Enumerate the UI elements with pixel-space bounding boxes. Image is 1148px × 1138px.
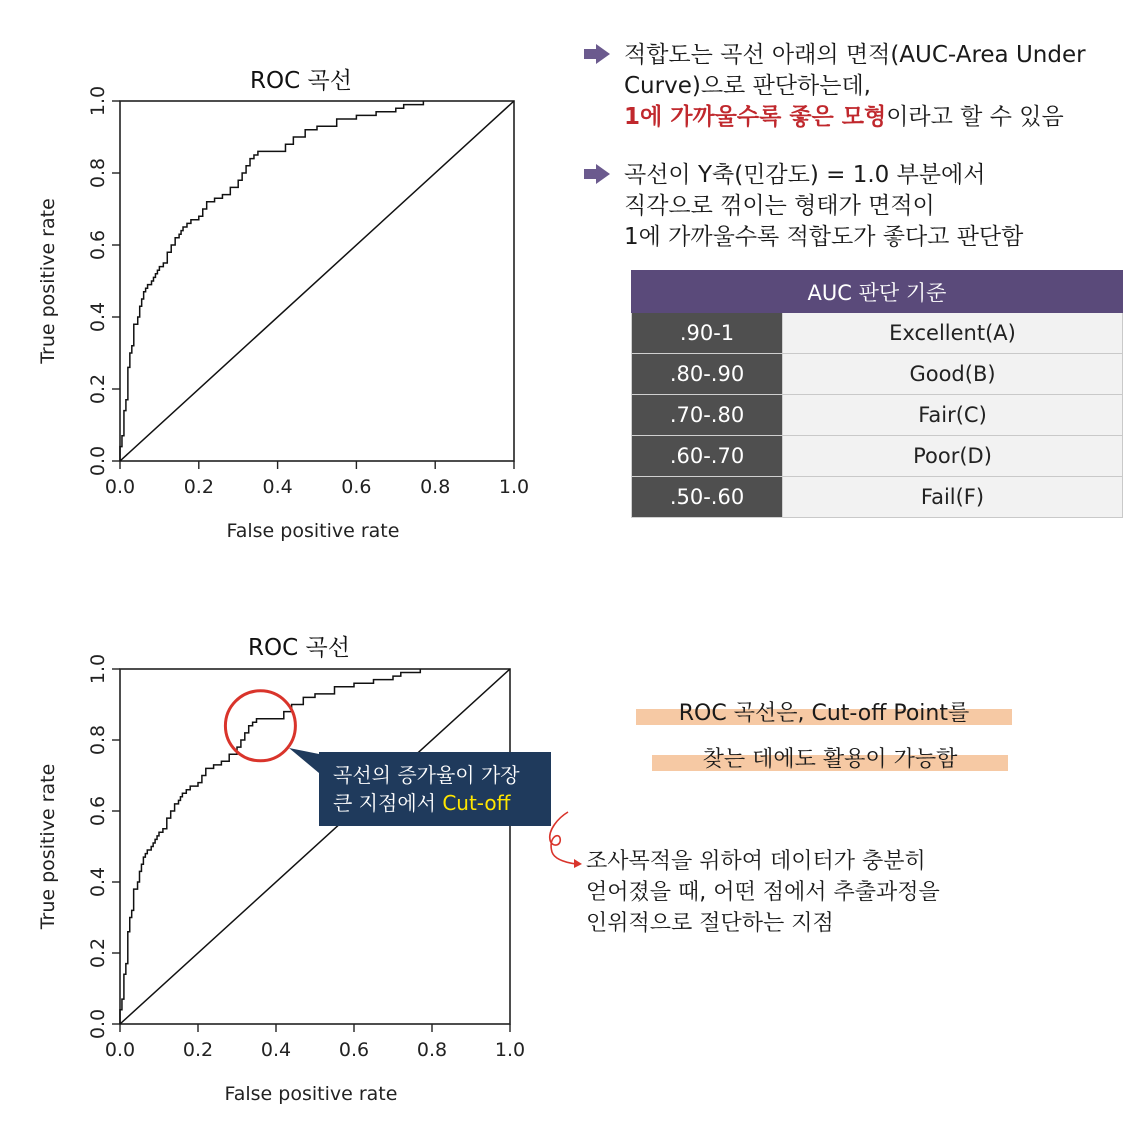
y-tick-label: 1.0 bbox=[87, 653, 109, 685]
auc-range-cell: .60-.70 bbox=[632, 436, 783, 477]
y-tick-label: 0.2 bbox=[87, 937, 109, 969]
highlight-text-1: ROC 곡선은, Cut-off Point를 bbox=[678, 701, 970, 726]
bullet1-highlight: 1에 가까울수록 좋은 모형 bbox=[624, 104, 887, 130]
note-line1: 조사목적을 위하여 데이터가 충분히 bbox=[586, 849, 926, 874]
x-tick-label: 0.0 bbox=[104, 1039, 136, 1061]
x-tick-label: 0.6 bbox=[338, 1039, 370, 1061]
callout-accent: Cut-off bbox=[442, 791, 511, 815]
highlight-line-2 bbox=[652, 742, 1008, 773]
bullet2-line1: 곡선이 Y축(민감도) = 1.0 부분에서 bbox=[624, 162, 986, 188]
cutoff-definition-note bbox=[586, 846, 1106, 939]
cutoff-callout bbox=[319, 752, 551, 826]
highlight-text-2: 찾는 데에도 활용이 가능함 bbox=[702, 747, 958, 772]
auc-range-cell: .50-.60 bbox=[632, 477, 783, 518]
callout-line2: 큰 지점에서 bbox=[333, 791, 443, 815]
bullet1-text-after: 이라고 할 수 있음 bbox=[886, 104, 1064, 130]
arrow-right-icon bbox=[584, 44, 610, 64]
y-tick-label: 0.0 bbox=[87, 445, 109, 477]
y-axis-label: True positive rate bbox=[37, 763, 59, 930]
note-line2: 얻어졌을 때, 어떤 점에서 추출과정을 bbox=[586, 880, 940, 905]
bullet-curve-shape bbox=[584, 160, 1144, 253]
chart-title: ROC 곡선 bbox=[250, 68, 352, 94]
highlight-line-1 bbox=[636, 696, 1012, 727]
chart-title: ROC 곡선 bbox=[248, 635, 350, 661]
x-tick-label: 0.2 bbox=[183, 476, 214, 498]
curly-arrow-icon bbox=[540, 808, 590, 868]
auc-range-cell: .90-1 bbox=[632, 313, 783, 354]
y-axis-label: True positive rate bbox=[37, 198, 59, 364]
roc-curve-line bbox=[120, 101, 423, 461]
table-row bbox=[632, 354, 1123, 395]
x-tick-label: 1.0 bbox=[498, 476, 530, 498]
y-tick-label: 0.0 bbox=[87, 1008, 109, 1040]
x-tick-label: 0.2 bbox=[182, 1039, 214, 1061]
table-row bbox=[632, 313, 1123, 354]
x-axis-label: False positive rate bbox=[224, 1083, 398, 1105]
x-tick-label: 0.0 bbox=[104, 476, 136, 498]
bullet1-text: 적합도는 곡선 아래의 면적(AUC-Area Under Curve)으로 판단하는데, bbox=[624, 42, 1086, 99]
auc-range-cell: .80-.90 bbox=[632, 354, 783, 395]
y-tick-label: 1.0 bbox=[87, 85, 109, 117]
x-tick-label: 0.6 bbox=[341, 476, 372, 498]
y-tick-label: 0.2 bbox=[87, 373, 109, 405]
bullet2-line3: 1에 가까울수록 적합도가 좋다고 판단함 bbox=[624, 224, 1024, 250]
y-tick-label: 0.8 bbox=[87, 157, 109, 189]
diagonal-reference-line bbox=[120, 101, 514, 461]
bullet2-line2: 직각으로 꺾이는 형태가 면적이 bbox=[624, 193, 935, 219]
table-row bbox=[632, 477, 1123, 518]
roc-chart-bottom bbox=[0, 560, 560, 1138]
diagonal-reference-line bbox=[120, 669, 510, 1024]
table-row bbox=[632, 395, 1123, 436]
auc-criteria-table bbox=[631, 270, 1123, 518]
y-tick-label: 0.4 bbox=[87, 866, 109, 898]
auc-grade-cell: Fair(C) bbox=[783, 395, 1123, 436]
roc-chart-top bbox=[0, 0, 560, 560]
note-line3: 인위적으로 절단하는 지점 bbox=[586, 911, 834, 936]
auc-range-cell: .70-.80 bbox=[632, 395, 783, 436]
callout-line1: 곡선의 증가율이 가장 bbox=[333, 763, 520, 787]
auc-grade-cell: Poor(D) bbox=[783, 436, 1123, 477]
y-tick-label: 0.8 bbox=[87, 724, 109, 756]
x-tick-label: 0.4 bbox=[260, 1039, 292, 1061]
auc-grade-cell: Excellent(A) bbox=[783, 313, 1123, 354]
auc-grade-cell: Good(B) bbox=[783, 354, 1123, 395]
x-axis-label: False positive rate bbox=[226, 520, 400, 542]
auc-grade-cell: Fail(F) bbox=[783, 477, 1123, 518]
y-tick-label: 0.6 bbox=[87, 229, 109, 261]
x-tick-label: 0.8 bbox=[420, 476, 451, 498]
x-tick-label: 1.0 bbox=[494, 1039, 526, 1061]
table-row bbox=[632, 436, 1123, 477]
bullet-auc-definition bbox=[584, 40, 1144, 133]
y-tick-label: 0.4 bbox=[87, 301, 109, 333]
cutoff-highlight-circle bbox=[225, 691, 295, 761]
auc-table-header: AUC 판단 기준 bbox=[632, 271, 1123, 313]
y-tick-label: 0.6 bbox=[87, 795, 109, 827]
x-tick-label: 0.8 bbox=[416, 1039, 448, 1061]
x-tick-label: 0.4 bbox=[262, 476, 293, 498]
arrow-right-icon bbox=[584, 164, 610, 184]
roc-curve-line bbox=[120, 669, 420, 1024]
